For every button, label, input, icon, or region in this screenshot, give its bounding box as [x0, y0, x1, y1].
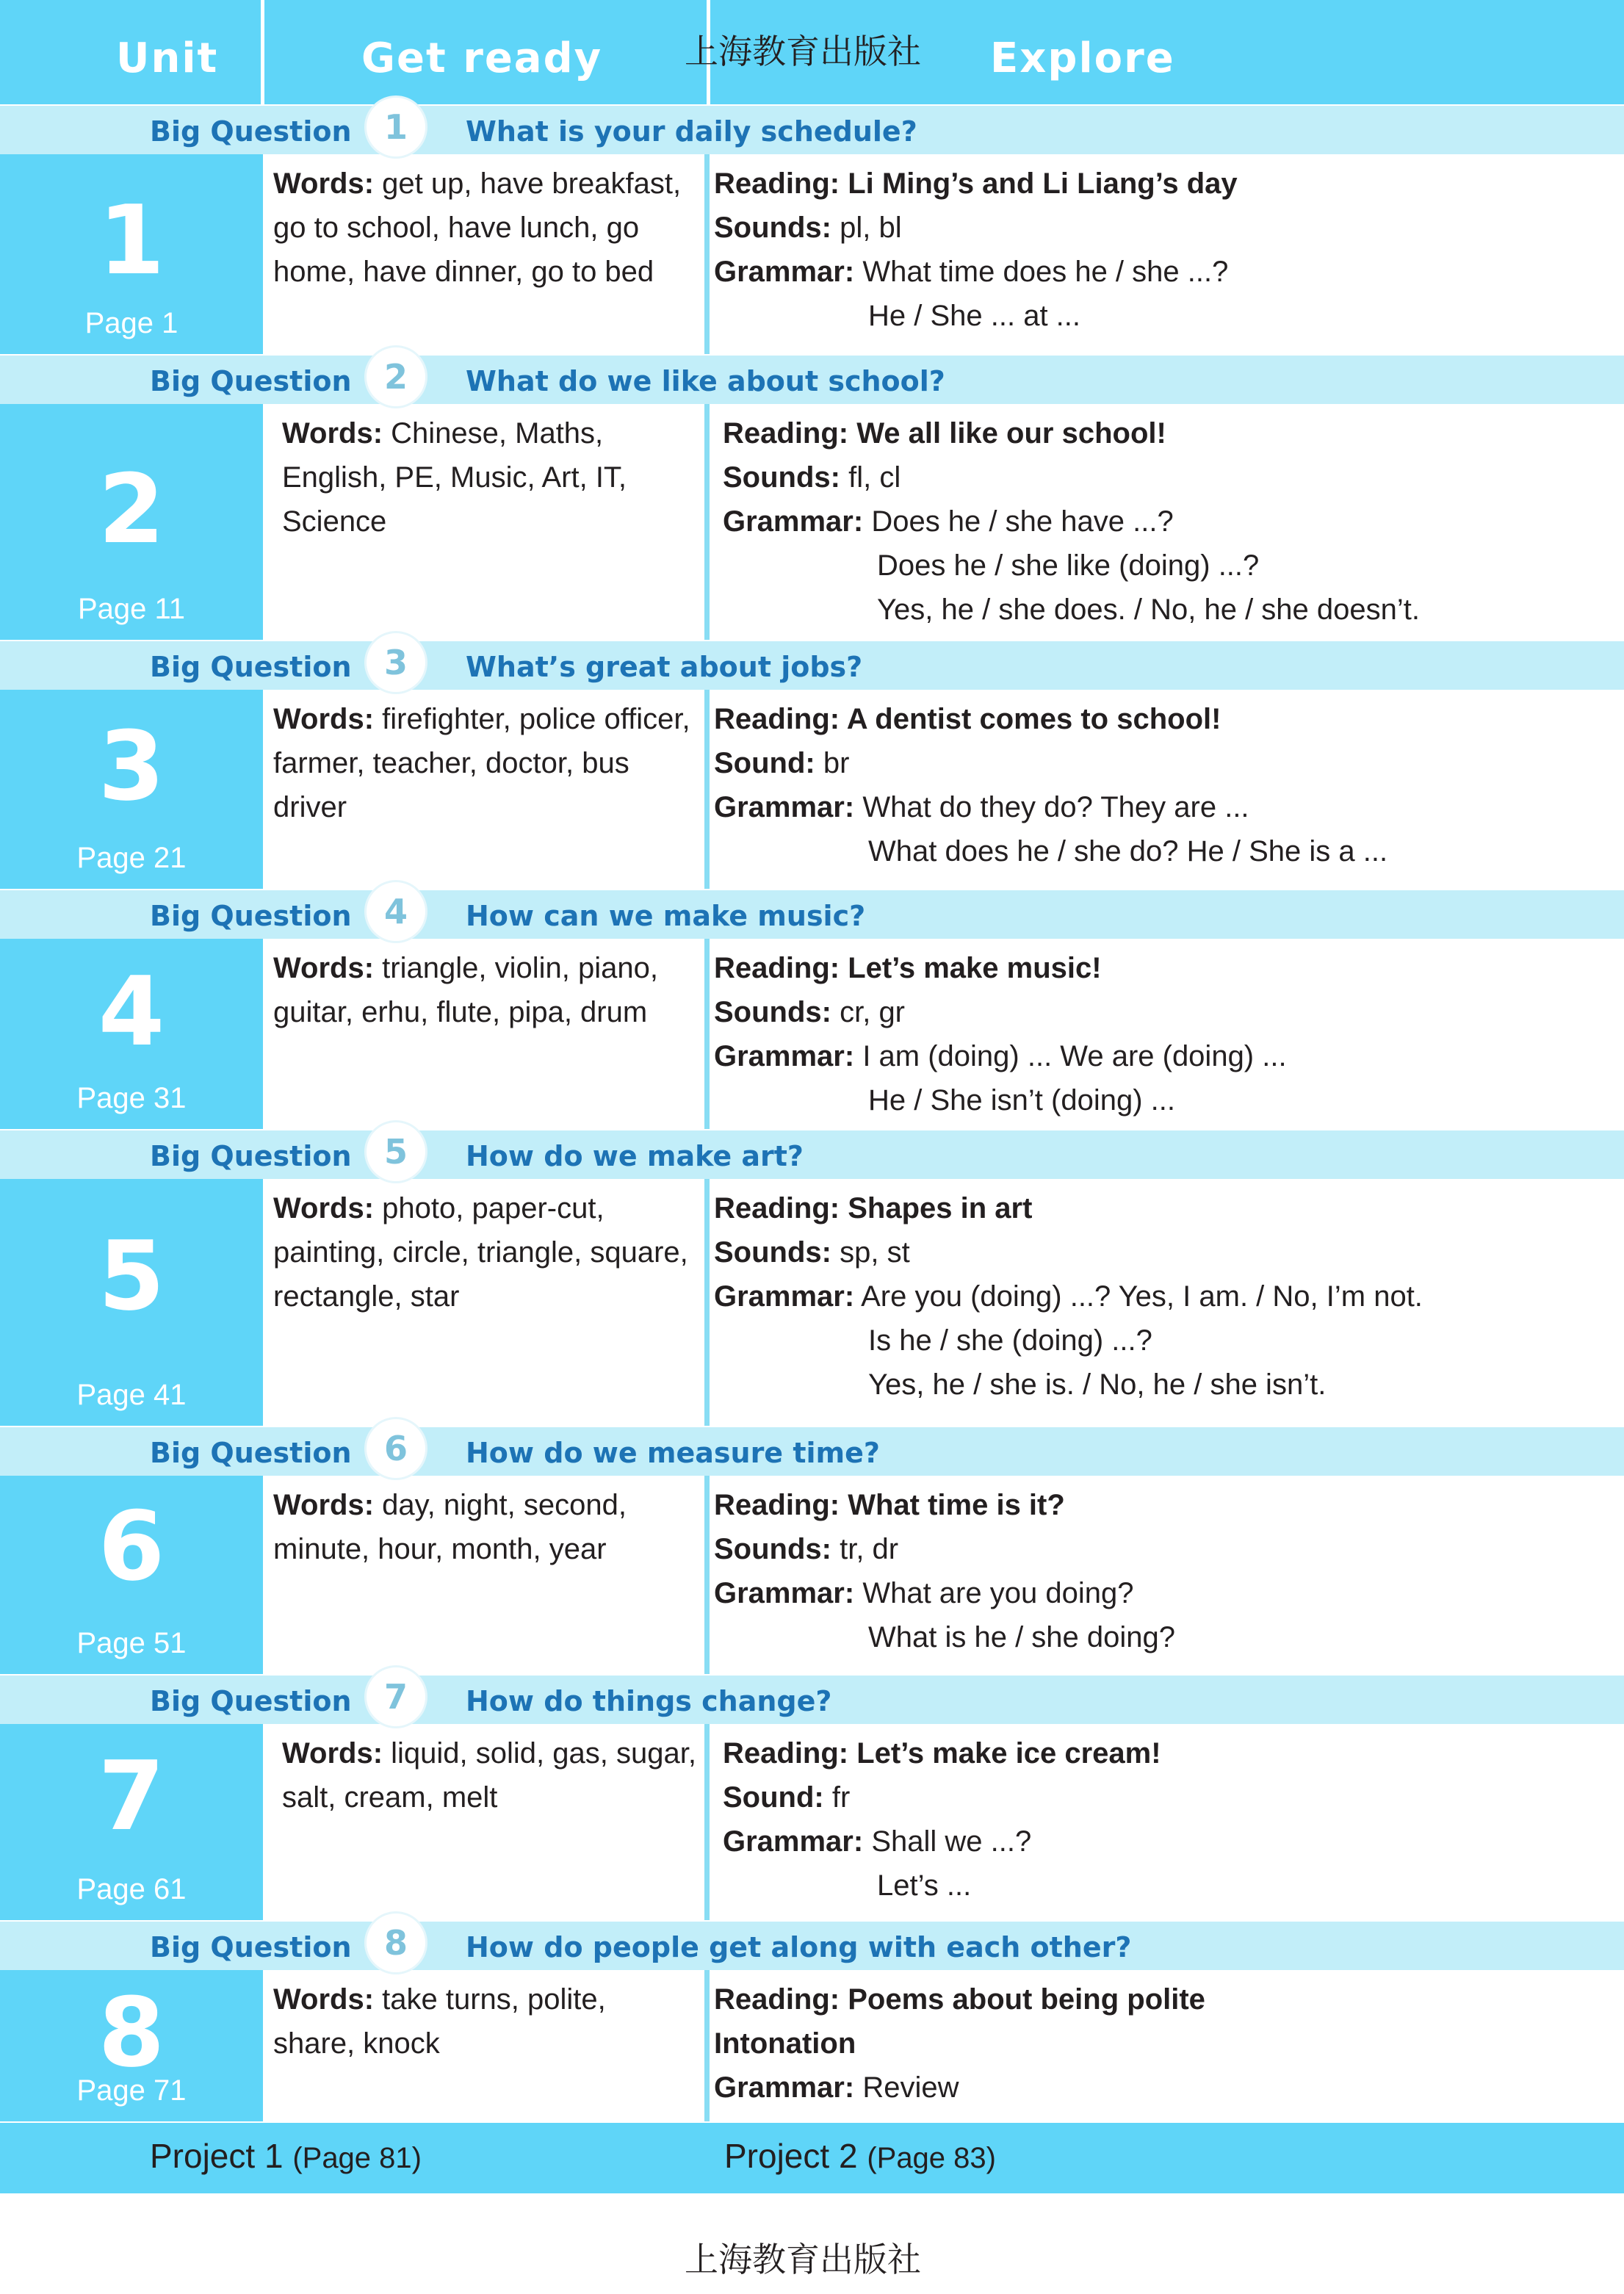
grammar-label: Grammar:: [714, 2071, 855, 2104]
sounds-label: Sounds:: [723, 461, 840, 494]
sounds-line: [714, 2021, 1205, 2066]
grammar-line: [723, 1819, 1161, 1864]
words-label: Words:: [273, 703, 375, 735]
grammar-continuation: Yes, he / she does. / No, he / she doesn’t.: [877, 594, 1421, 626]
sounds-value: cr, gr: [831, 996, 906, 1028]
sounds-value: br: [815, 747, 850, 779]
big-question-number-badge: 3: [364, 631, 427, 694]
project-1: [150, 2139, 422, 2173]
reading-title: Reading: We all like our school!: [723, 417, 1166, 450]
grammar-line: [714, 2066, 1205, 2110]
grammar-line: [714, 785, 1387, 829]
big-question-text: How do we measure time?: [466, 1437, 880, 1469]
sounds-value: sp, st: [831, 1236, 910, 1269]
unit-number: 1: [98, 184, 165, 296]
get-ready-column-header: Get ready: [361, 35, 603, 82]
get-ready-words: [282, 1731, 701, 1819]
column-divider: [704, 690, 710, 889]
project-1-title: Project 1: [150, 2137, 284, 2175]
reading-title: Reading: Li Ming’s and Li Liang’s day: [714, 167, 1238, 200]
column-divider: [704, 1970, 710, 2121]
unit-page: Page 11: [77, 593, 186, 625]
sounds-line: [714, 206, 1238, 250]
words-label: Words:: [273, 1489, 375, 1521]
publisher-watermark-bottom: 上海教育出版社: [685, 2240, 921, 2279]
big-question-number-badge: 8: [364, 1911, 427, 1974]
big-question-label: Big Question: [150, 1437, 352, 1469]
unit-page: Page 1: [84, 307, 178, 339]
sounds-line: [714, 1230, 1423, 1274]
get-ready-words: [273, 697, 692, 829]
unit-page: Page 21: [76, 842, 187, 874]
big-question-text: How can we make music?: [466, 900, 866, 932]
big-question-number-badge: 5: [364, 1120, 427, 1183]
sounds-label: Sounds:: [714, 212, 831, 244]
column-divider: [704, 1724, 710, 1920]
grammar-continuation: Let’s ...: [877, 1869, 972, 1902]
unit-page: Page 31: [76, 1082, 187, 1114]
sounds-label: Sounds:: [714, 996, 831, 1028]
big-question-number-badge: 7: [364, 1665, 427, 1728]
explore-details: [714, 1186, 1423, 1407]
grammar-value: What are you doing?: [854, 1577, 1134, 1609]
sounds-line: [714, 741, 1387, 785]
project-2-title: Project 2: [724, 2137, 858, 2175]
get-ready-words: [273, 162, 692, 294]
words-list: take turns, polite, share, knock: [273, 1983, 606, 2060]
big-question-label: Big Question: [150, 900, 352, 932]
unit-page: Page 41: [76, 1379, 187, 1411]
grammar-line: [714, 1274, 1423, 1319]
grammar-label: Grammar:: [714, 791, 855, 823]
big-question-text: What is your daily schedule?: [466, 115, 917, 148]
words-list: liquid, solid, gas, sugar, salt, cream, melt: [282, 1737, 696, 1814]
unit-page: Page 51: [76, 1627, 187, 1659]
words-list: triangle, violin, piano, guitar, erhu, flute, pipa, drum: [273, 952, 658, 1028]
project-2-page: (Page 83): [867, 2142, 996, 2174]
grammar-continuation: What does he / she do? He / She is a ...: [868, 835, 1388, 868]
column-divider: [704, 939, 710, 1129]
grammar-value: Does he / she have ...?: [863, 505, 1174, 538]
explore-column-header: Explore: [990, 35, 1175, 82]
explore-details: [714, 1977, 1205, 2110]
big-question-label: Big Question: [150, 1140, 352, 1172]
explore-details: [714, 697, 1387, 873]
reading-title: Reading: A dentist comes to school!: [714, 703, 1221, 735]
header-divider: [261, 0, 264, 104]
big-question-text: How do people get along with each other?: [466, 1931, 1132, 1963]
grammar-label: Grammar:: [714, 1280, 855, 1313]
sounds-label: Sounds:: [714, 1236, 831, 1269]
explore-details: [723, 411, 1420, 632]
words-label: Words:: [282, 417, 383, 450]
words-label: Words:: [273, 952, 375, 984]
sounds-line: [714, 990, 1287, 1034]
grammar-continuation: Yes, he / she is. / No, he / she isn’t.: [868, 1368, 1327, 1401]
unit-page: Page 61: [76, 1873, 187, 1905]
big-question-text: What do we like about school?: [466, 365, 945, 397]
words-list: Chinese, Maths, English, PE, Music, Art, IT, Science: [282, 417, 627, 538]
get-ready-words: [282, 411, 701, 544]
reading-title: Reading: What time is it?: [714, 1489, 1065, 1521]
big-question-label: Big Question: [150, 365, 352, 397]
column-divider: [704, 1476, 710, 1674]
grammar-label: Grammar:: [714, 1577, 855, 1609]
words-list: day, night, second, minute, hour, month, year: [273, 1489, 627, 1565]
unit-number: 7: [98, 1740, 165, 1852]
grammar-value: What time does he / she ...?: [854, 256, 1229, 288]
grammar-value: I am (doing) ... We are (doing) ...: [854, 1040, 1287, 1072]
sounds-line: [723, 1775, 1161, 1819]
explore-details: [714, 162, 1238, 338]
reading-title: Reading: Let’s make ice cream!: [723, 1737, 1161, 1770]
grammar-continuation: Is he / she (doing) ...?: [868, 1324, 1152, 1357]
big-question-text: How do things change?: [466, 1685, 832, 1717]
words-list: photo, paper-cut, painting, circle, triangle, square, rectangle, star: [273, 1192, 688, 1313]
unit-number: 3: [98, 710, 165, 822]
sounds-label: Sound:: [714, 747, 815, 779]
words-label: Words:: [282, 1737, 383, 1770]
sounds-line: [714, 1527, 1175, 1571]
big-question-label: Big Question: [150, 115, 352, 148]
unit-number: 2: [98, 453, 165, 565]
reading-title: Reading: Shapes in art: [714, 1192, 1033, 1224]
sounds-label: Intonation: [714, 2027, 856, 2060]
words-list: get up, have breakfast, go to school, have lunch, go home, have dinner, go to bed: [273, 167, 682, 288]
words-list: firefighter, police officer, farmer, teacher, doctor, bus driver: [273, 703, 690, 823]
grammar-line: [723, 499, 1420, 544]
unit-number: 4: [98, 956, 165, 1067]
big-question-number-badge: 6: [364, 1417, 427, 1480]
header-band: [0, 0, 1624, 104]
big-question-number-badge: 1: [364, 95, 427, 159]
get-ready-words: [273, 1483, 692, 1571]
sounds-label: Sounds:: [714, 1533, 831, 1565]
grammar-label: Grammar:: [723, 505, 864, 538]
unit-number: 8: [98, 1977, 165, 2088]
unit-number: 6: [98, 1490, 165, 1602]
column-divider: [704, 154, 710, 354]
grammar-value: Are you (doing) ...? Yes, I am. / No, I’m not.: [854, 1280, 1423, 1313]
explore-details: [723, 1731, 1161, 1908]
sounds-line: [723, 455, 1420, 499]
words-label: Words:: [273, 1192, 375, 1224]
grammar-value: Review: [854, 2071, 959, 2104]
grammar-continuation: Does he / she like (doing) ...?: [877, 549, 1260, 582]
big-question-text: How do we make art?: [466, 1140, 804, 1172]
grammar-label: Grammar:: [723, 1825, 864, 1858]
grammar-continuation: What is he / she doing?: [868, 1621, 1176, 1653]
big-question-text: What’s great about jobs?: [466, 651, 863, 683]
explore-details: [714, 1483, 1175, 1659]
grammar-continuation: He / She isn’t (doing) ...: [868, 1084, 1175, 1117]
explore-details: [714, 946, 1287, 1122]
grammar-value: What do they do? They are ...: [854, 791, 1249, 823]
get-ready-words: [273, 1186, 692, 1319]
sounds-value: tr, dr: [831, 1533, 899, 1565]
unit-column-header: Unit: [116, 35, 219, 82]
unit-page: Page 71: [76, 2074, 187, 2107]
words-label: Words:: [273, 167, 375, 200]
grammar-continuation: He / She ... at ...: [868, 300, 1081, 332]
big-question-number-badge: 2: [364, 345, 427, 408]
column-divider: [704, 404, 710, 640]
big-question-label: Big Question: [150, 1931, 352, 1963]
get-ready-words: [273, 946, 692, 1034]
sounds-value: pl, bl: [831, 212, 902, 244]
reading-title: Reading: Let’s make music!: [714, 952, 1102, 984]
big-question-label: Big Question: [150, 1685, 352, 1717]
grammar-line: [714, 250, 1238, 294]
project-2: [724, 2139, 996, 2173]
grammar-label: Grammar:: [714, 256, 855, 288]
reading-title: Reading: Poems about being polite: [714, 1983, 1205, 2016]
big-question-label: Big Question: [150, 651, 352, 683]
column-divider: [704, 1179, 710, 1426]
unit-number: 5: [98, 1220, 165, 1332]
big-question-number-badge: 4: [364, 880, 427, 943]
get-ready-words: [273, 1977, 692, 2066]
sounds-value: fl, cl: [840, 461, 901, 494]
words-label: Words:: [273, 1983, 375, 2016]
sounds-value: fr: [823, 1781, 851, 1814]
sounds-label: Sound:: [723, 1781, 824, 1814]
grammar-value: Shall we ...?: [863, 1825, 1032, 1858]
publisher-watermark-top: 上海教育出版社: [685, 32, 921, 71]
grammar-label: Grammar:: [714, 1040, 855, 1072]
grammar-line: [714, 1034, 1287, 1078]
grammar-line: [714, 1571, 1175, 1615]
project-1-page: (Page 81): [292, 2142, 422, 2174]
